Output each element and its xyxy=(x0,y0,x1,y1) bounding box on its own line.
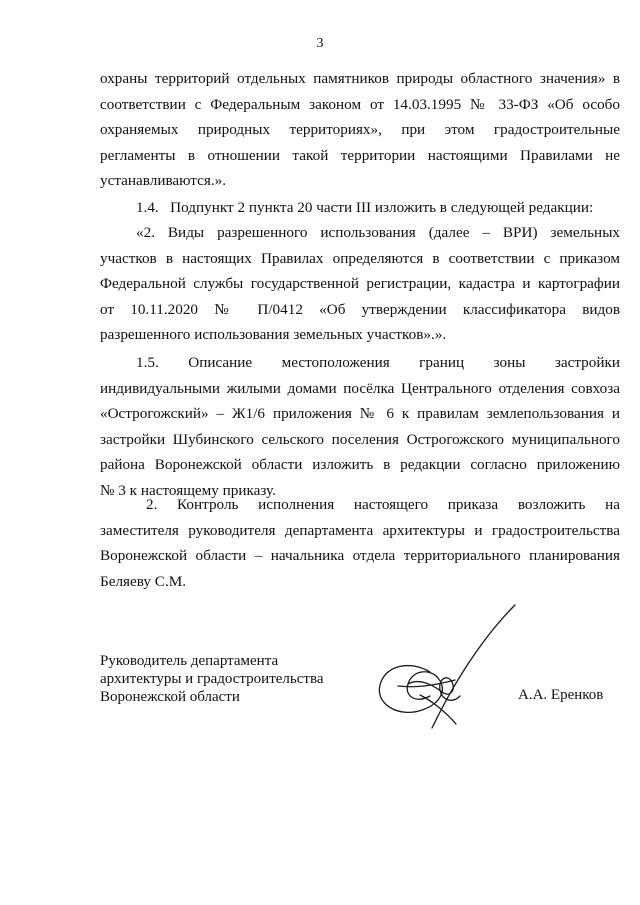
page-number: 3 xyxy=(316,36,324,51)
text-line: устанавливаются.». xyxy=(100,172,227,189)
paragraph-quoted-item-2 xyxy=(100,220,620,348)
text-line: охраны территорий отдельных памятников природы областного значения» в xyxy=(100,70,620,87)
text-line: Беляеву С.М. xyxy=(100,572,187,590)
signatory-position-line: Руководитель департамента xyxy=(100,653,279,669)
paragraph-continuation xyxy=(100,66,620,194)
text-line: «2. Виды разрешенного использования (далее – ВРИ) земельных xyxy=(136,224,620,241)
text-line: от 10.11.2020 № П/0412 «Об утверждении классификатора видов xyxy=(100,300,620,318)
text-line: охраняемых природных территориях», при этом градостроительные xyxy=(100,121,620,138)
signatory-position xyxy=(100,652,323,706)
text-line: застройки Шубинского сельского поселения Острогожского муниципального xyxy=(100,430,620,448)
text-line: Воронежской области – начальника отдела территориального планирования xyxy=(100,547,620,564)
text-line: района Воронежской области изложить в редакции согласно приложению xyxy=(100,456,620,473)
paragraph-2 xyxy=(100,492,620,594)
text-line: заместителя руководителя департамента архитектуры и градостроительства xyxy=(100,521,620,539)
signatory-name: А.А. Еренков xyxy=(518,687,604,703)
text-line: разрешенного использования земельных участков».». xyxy=(100,326,447,343)
text-line: 1.5. Описание местоположения границ зоны застройки xyxy=(136,354,620,371)
text-line: № 3 к настоящему приказу. xyxy=(100,481,276,499)
handwritten-signature xyxy=(360,600,530,740)
text-line: соответствии с Федеральным законом от 14.03.1995 № 33-ФЗ «Об особо xyxy=(100,95,620,113)
text-line: регламенты в отношении такой территории настоящими Правилами не xyxy=(100,146,620,164)
text-line: индивидуальными жилыми домами посёлка Центрального отделения совхоза xyxy=(100,379,620,397)
text-line: 2. Контроль исполнения настоящего приказа возложить на xyxy=(146,496,620,513)
paragraph-1-4 xyxy=(136,195,620,221)
signatory-position-line: Воронежской области xyxy=(100,689,240,705)
text-line: 1.4. Подпункт 2 пункта 20 части III изложить в следующей редакции: xyxy=(136,199,594,216)
signatory-position-line: архитектуры и градостроительства xyxy=(100,671,324,687)
text-line: Федеральной службы государственной регистрации, кадастра и картографии xyxy=(100,275,620,292)
text-line: «Острогожский» – Ж1/6 приложения № 6 к правилам землепользования и xyxy=(100,405,620,422)
text-line: участков в настоящих Правилах определяются в соответствии с приказом xyxy=(100,249,620,267)
paragraph-1-5 xyxy=(100,350,620,503)
